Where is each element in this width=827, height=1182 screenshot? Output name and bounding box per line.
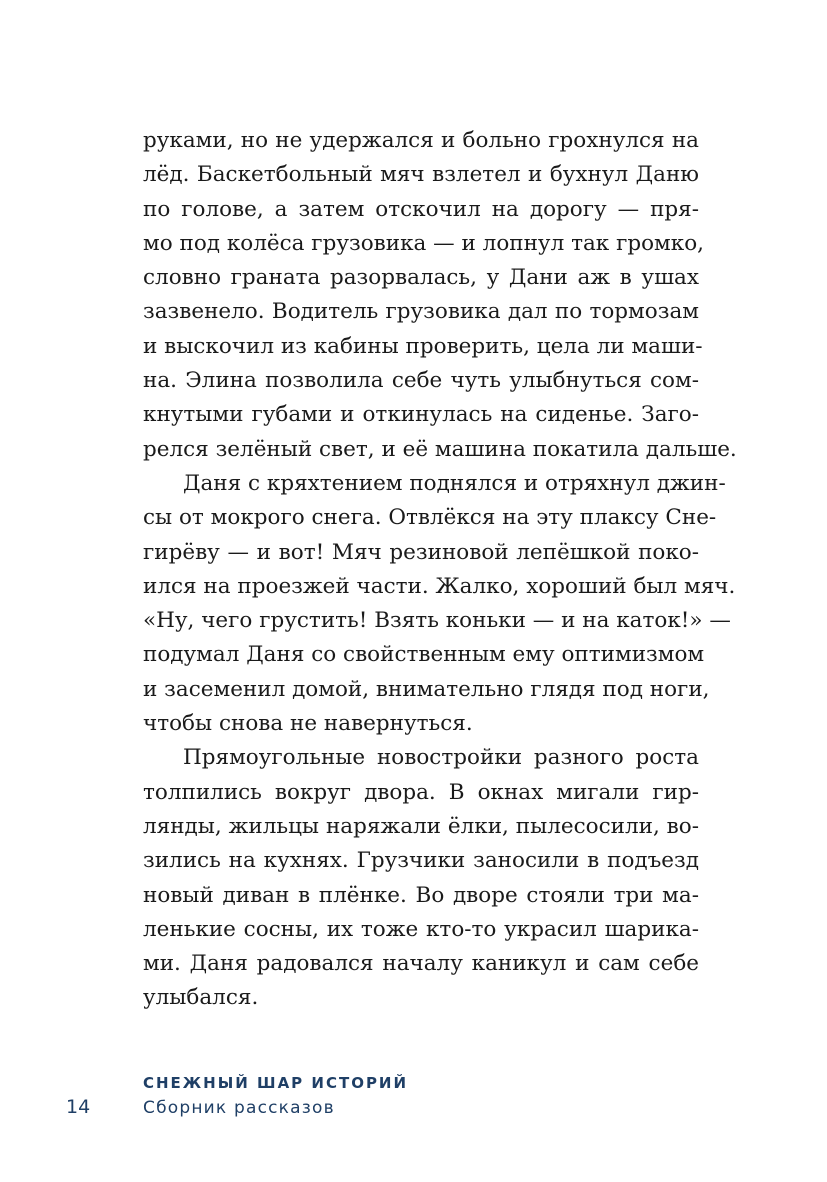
text-line: словно граната разорвалась, у Дани аж в ушах xyxy=(143,265,699,291)
text-line: лёд. Баскетбольный мяч взлетел и бухнул Даню xyxy=(143,162,699,188)
text-line: улыбался. xyxy=(143,985,259,1011)
text-line: и выскочил из кабины проверить, цела ли маши- xyxy=(143,333,703,359)
text-line: на. Элина позволила себе чуть улыбнуться сом- xyxy=(143,368,699,394)
body-text xyxy=(143,124,737,1016)
paragraph-start-line: Прямоугольные новостройки разного роста xyxy=(183,745,699,771)
text-line: ленькие сосны, их тоже кто-то украсил шарика- xyxy=(143,916,699,942)
series-title: СНЕЖНЫЙ ШАР ИСТОРИЙ xyxy=(143,1074,409,1092)
page-number: 14 xyxy=(66,1096,91,1118)
text-line: руками, но не удержался и больно грохнулся на xyxy=(143,128,699,153)
text-line: ился на проезжей части. Жалко, хороший был мяч. xyxy=(143,573,736,599)
book-subtitle: Сборник рассказов xyxy=(143,1098,335,1118)
text-line: по голове, а затем отскочил на дорогу — пря- xyxy=(143,196,699,222)
text-line: толпились вокруг двора. В окнах мигали гир- xyxy=(143,779,699,805)
page-footer xyxy=(0,1066,827,1136)
text-line: лянды, жильцы наряжали ёлки, пылесосили, во- xyxy=(143,813,699,839)
text-line: релся зелёный свет, и её машина покатила дальше. xyxy=(143,436,737,462)
text-line: зились на кухнях. Грузчики заносили в подъезд xyxy=(143,848,699,874)
text-line: и засеменил домой, внимательно глядя под ноги, xyxy=(143,676,710,702)
text-line: зазвенело. Водитель грузовика дал по тормозам xyxy=(143,299,699,325)
text-line: мо под колёса грузовика — и лопнул так громко, xyxy=(143,230,704,256)
text-line: ми. Даня радовался началу каникул и сам себе xyxy=(143,951,699,977)
text-line: подумал Даня со свойственным ему оптимизмом xyxy=(143,642,705,668)
text-line: «Ну, чего грустить! Взять коньки — и на каток!» — xyxy=(143,608,731,634)
text-line: сы от мокрого снега. Отвлёкся на эту плаксу Сне- xyxy=(143,505,717,531)
text-line: кнутыми губами и откинулась на сиденье. Заго- xyxy=(143,402,699,428)
text-line: чтобы снова не навернуться. xyxy=(143,711,473,737)
text-line: новый диван в плёнке. Во дворе стояли три ма- xyxy=(143,882,699,908)
text-line: гирёву — и вот! Мяч резиновой лепёшкой поко- xyxy=(143,539,699,565)
paragraph-start-line: Даня с кряхтением поднялся и отряхнул джин- xyxy=(183,470,726,496)
